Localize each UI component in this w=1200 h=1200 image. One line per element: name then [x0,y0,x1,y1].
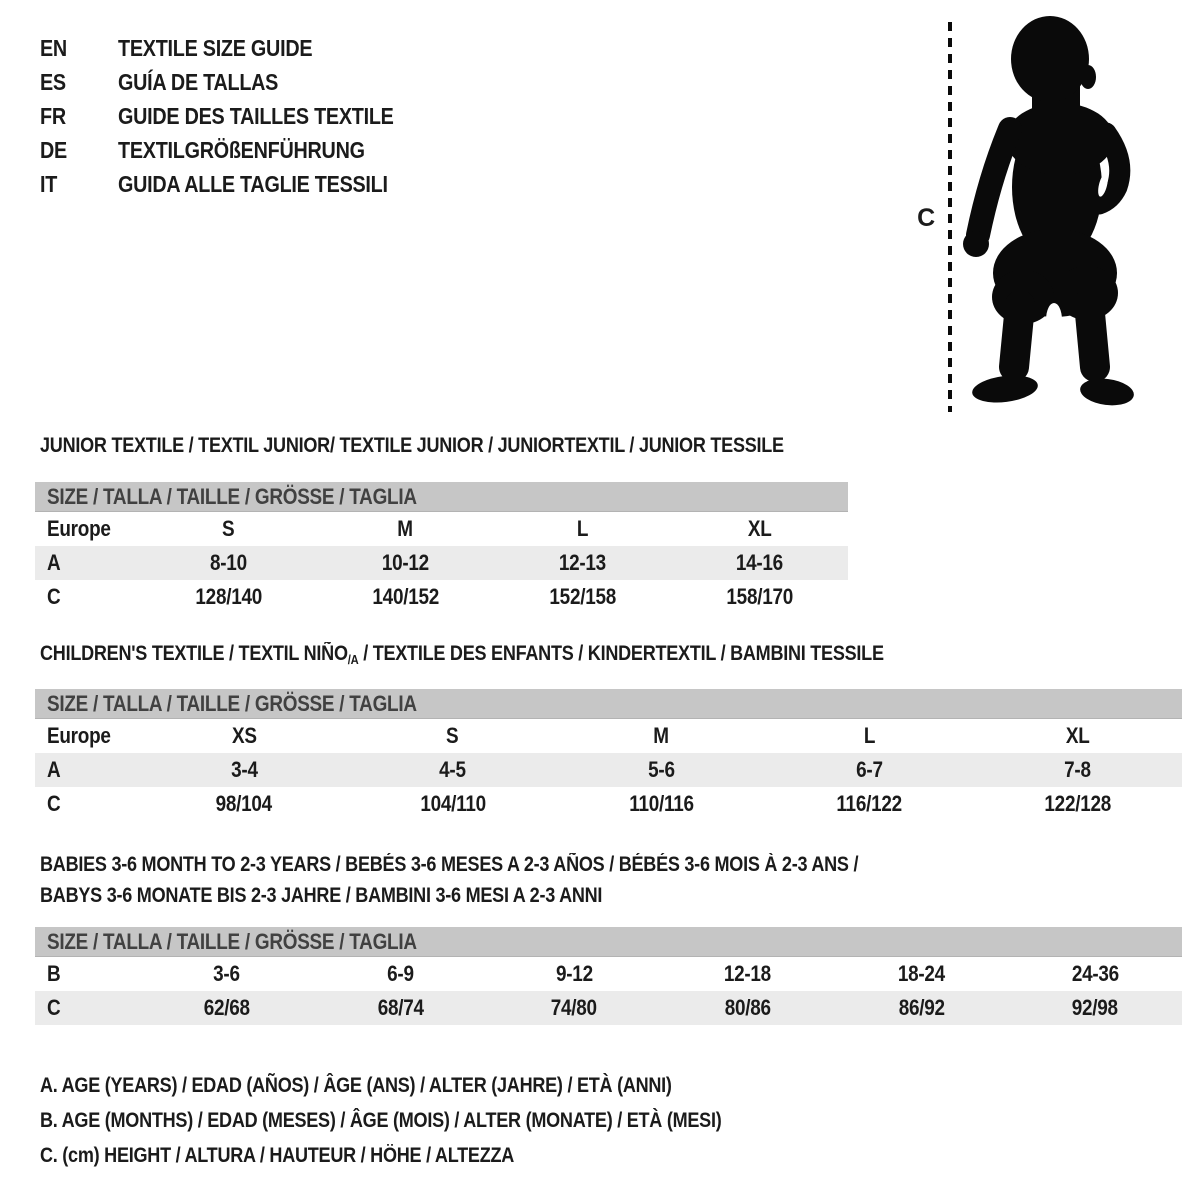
language-row [40,31,439,65]
size-value-cell: 62/68 [203,995,250,1020]
size-value-cell: 10-12 [381,550,430,575]
row-label-cell: C [47,995,61,1020]
junior-section-title-text: JUNIOR TEXTILE / TEXTIL JUNIOR/ TEXTILE JUNIOR / JUNIORTEXTIL / JUNIOR TESSILE [40,434,784,457]
language-code: IT [40,171,58,197]
language-code: DE [40,137,67,163]
size-value-cell: L [863,723,876,748]
size-value-cell: S [222,516,235,541]
size-value-cell: M [653,723,669,748]
language-label: TEXTILE SIZE GUIDE [118,35,313,61]
size-value-cell: M [397,516,414,541]
silhouette-shapes [963,16,1135,408]
size-value-cell: 122/128 [1044,791,1112,816]
junior-section-title [40,433,905,459]
silhouette-right-leg [1089,303,1095,367]
babies-title-line2: BABYS 3-6 MONATE BIS 2-3 JAHRE / BAMBINI 3-6 MESI A 2-3 ANNI [40,884,603,907]
size-value-cell: 80/86 [724,995,771,1020]
silhouette-head [1011,16,1089,102]
row-label-cell: C [47,791,61,816]
children-size-table [35,689,1182,821]
table-row-europe [35,719,1182,753]
silhouette-crotch-gap [1046,303,1062,337]
size-value-cell: 68/74 [377,995,424,1020]
language-code: ES [40,69,66,95]
size-value-cell: XL [1065,723,1090,748]
language-label: GUÍA DE TALLAS [118,69,279,95]
row-label-cell: A [47,550,61,575]
size-value-cell: 12-13 [558,550,607,575]
size-value-cell: 128/140 [195,584,262,609]
size-value-cell: XL [747,516,772,541]
size-header-text: SIZE / TALLA / TAILLE / GRÖSSE / TAGLIA [47,484,417,509]
babies-title-line1: BABIES 3-6 MONTH TO 2-3 YEARS / BEBÉS 3-6 MESES A 2-3 AÑOS / BÉBÉS 3-6 MOIS À 2-3 ANS / [40,853,859,876]
size-value-cell: 5-6 [647,757,675,782]
legend-line-a: A. AGE (YEARS) / EDAD (AÑOS) / ÂGE (ANS) / ALTER (JAHRE) / ETÀ (ANNI) [40,1074,672,1097]
size-value-cell: 98/104 [216,791,273,816]
measure-legend [40,1068,832,1173]
silhouette-left-foot [971,372,1040,406]
size-value-cell: 4-5 [439,757,466,782]
height-measure-label: C [917,204,935,232]
toddler-silhouette [905,12,1155,417]
size-value-cell: S [446,723,459,748]
language-label: GUIDA ALLE TAGLIE TESSILI [118,171,388,197]
language-label: TEXTILGRÖßENFÜHRUNG [118,137,365,163]
table-row-b [35,957,1182,991]
language-label: GUIDE DES TAILLES TEXTILE [118,103,394,129]
table-row-a [35,546,848,580]
size-header-bar [35,689,1182,719]
table-row-c [35,991,1182,1025]
silhouette-right-foot [1079,376,1136,408]
size-header-bar [35,927,1182,957]
row-label-cell: A [47,757,61,782]
size-value-cell: 104/110 [419,791,486,816]
table-row-a [35,753,1182,787]
size-value-cell: 6-7 [856,757,883,782]
size-value-cell: 14-16 [735,550,784,575]
table-row-c [35,787,1182,821]
size-value-cell: 12-18 [724,961,772,986]
language-list [40,31,439,201]
language-row [40,65,439,99]
size-value-cell: 6-9 [387,961,414,986]
size-value-cell: 7-8 [1064,757,1092,782]
silhouette-left-leg [1014,305,1020,367]
legend-line-b: B. AGE (MONTHS) / EDAD (MESES) / ÂGE (MOIS) / ALTER (MONATE) / ETÀ (MESI) [40,1109,722,1132]
children-section-title [40,641,1021,673]
silhouette-left-arm [978,129,1010,235]
babies-size-table [35,927,1182,1025]
row-label-cell: B [47,961,61,986]
nino-a-subscript: /A [347,652,359,667]
size-value-cell: 24-36 [1071,961,1119,986]
babies-section-title [40,849,991,911]
row-label-cell: C [47,584,61,609]
size-value-cell: 110/116 [628,791,694,816]
size-value-cell: 3-6 [213,961,241,986]
children-section-title-text: CHILDREN'S TEXTILE / TEXTIL $NIÑO_{/A}$ / TEXTILE DES ENFANTS / KINDERTEXTIL / BAMBINI TESSILE [40,642,884,667]
size-value-cell: L [576,516,589,541]
language-row [40,99,439,133]
size-value-cell: 116/122 [836,791,903,816]
row-label-cell: Europe [47,723,111,748]
size-value-cell: 8-10 [210,550,247,575]
size-value-cell: 3-4 [230,757,258,782]
size-value-cell: 92/98 [1072,995,1119,1020]
size-value-cell: XS [231,723,257,748]
table-row-europe [35,512,848,546]
table-row-c [35,580,848,614]
language-row [40,133,439,167]
size-value-cell: 74/80 [551,995,598,1020]
size-value-cell: 86/92 [898,995,945,1020]
silhouette-ear [1080,65,1096,89]
language-code: EN [40,35,67,61]
language-code: FR [40,103,66,129]
size-value-cell: 9-12 [555,961,593,986]
size-value-cell: 18-24 [897,961,946,986]
row-label-cell: Europe [47,516,111,541]
language-row [40,167,439,201]
legend-line-c: C. (cm) HEIGHT / ALTURA / HAUTEUR / HÖHE / ALTEZZA [40,1144,515,1167]
junior-size-table [35,482,848,614]
size-header-bar [35,482,848,512]
size-value-cell: 158/170 [726,584,793,609]
size-header-text: SIZE / TALLA / TAILLE / GRÖSSE / TAGLIA [47,929,417,954]
size-header-text: SIZE / TALLA / TAILLE / GRÖSSE / TAGLIA [47,691,417,716]
silhouette-left-hand [963,231,989,257]
size-value-cell: 140/152 [372,584,439,609]
size-value-cell: 152/158 [549,584,616,609]
